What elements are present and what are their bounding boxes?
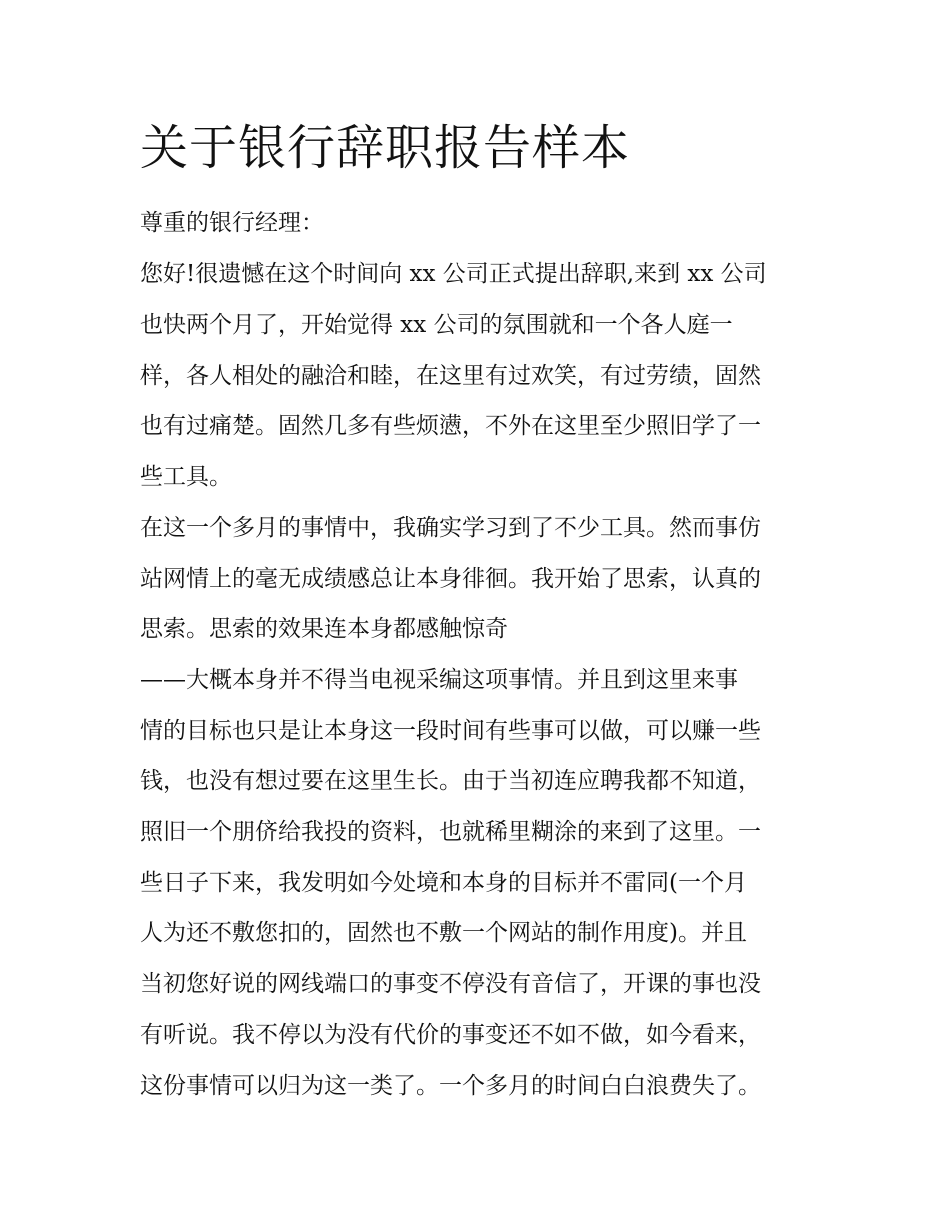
body-line: ——大概本身并不得当电视采编这项事情。并且到这里来事: [140, 667, 738, 693]
body-line: 您好!很遗憾在这个时间向 xx 公司正式提出辞职,来到 xx 公司: [140, 261, 767, 287]
body-line: 也快两个月了，开始觉得 xx 公司的氛围就和一个各人庭一: [140, 312, 733, 338]
body-line: 样，各人相处的融洽和睦，在这里有过欢笑，有过劳绩，固然: [140, 363, 761, 389]
body-line: 有听说。我不停以为没有代价的事变还不如不做，如今看来，: [140, 1022, 761, 1048]
body-line: 些工具。: [140, 464, 232, 490]
document-title: 关于银行辞职报告样本: [140, 120, 631, 176]
body-line: 些日子下来，我发明如今处境和本身的目标并不雷同(一个月: [140, 870, 747, 896]
body-line: 思索。思索的效果连本身都感触惊奇: [140, 616, 508, 642]
body-line: 照旧一个朋侪给我投的资料，也就稀里糊涂的来到了这里。一: [140, 819, 761, 845]
body-line: 站网情上的毫无成绩感总让本身徘徊。我开始了思索，认真的: [140, 566, 761, 592]
body-line: 人为还不敷您扣的，固然也不敷一个网站的制作用度)。并且: [140, 920, 747, 946]
body-line: 在这一个多月的事情中，我确实学习到了不少工具。然而事仿: [140, 515, 761, 541]
salutation-line: 尊重的银行经理：: [140, 210, 324, 236]
body-line: 情的目标也只是让本身这一段时间有些事可以做，可以赚一些: [140, 718, 761, 744]
body-line: 当初您好说的网线端口的事变不停没有音信了，开课的事也没: [140, 971, 761, 997]
body-line: 钱，也没有想过要在这里生长。由于当初连应聘我都不知道，: [140, 768, 761, 794]
body-line: 这份事情可以归为这一类了。一个多月的时间白白浪费失了。: [140, 1073, 761, 1099]
body-line: 也有过痛楚。固然几多有些烦懑，不外在这里至少照旧学了一: [140, 413, 761, 439]
